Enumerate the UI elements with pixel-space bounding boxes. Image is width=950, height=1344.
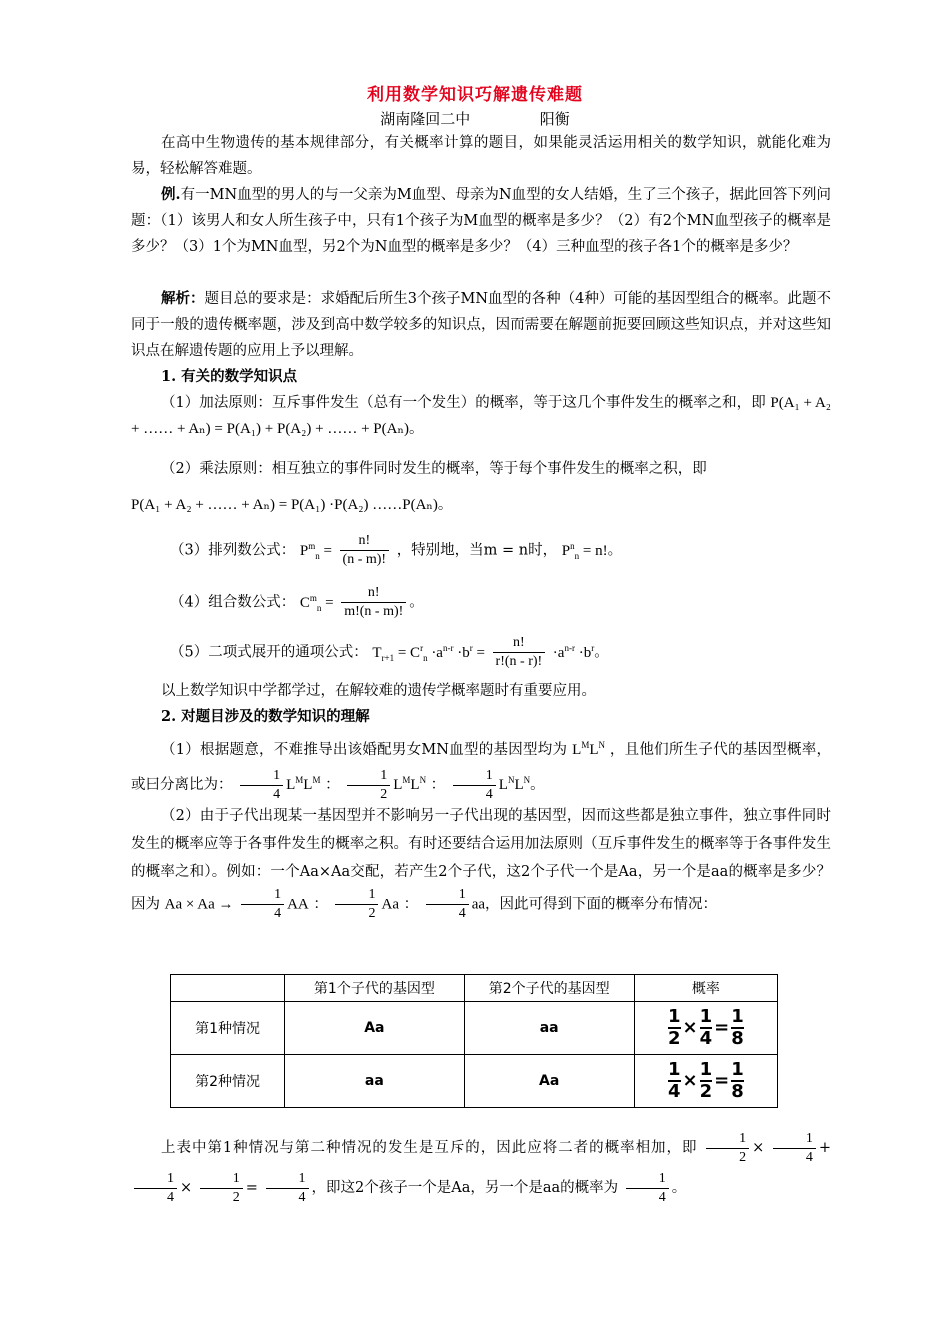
- section1-closing: 以上数学知识中学都学过，在解较难的遗传学概率题时有重要应用。: [161, 683, 596, 699]
- permutation-note: ，特别地，当m = n时，: [396, 542, 558, 559]
- author-school: 湖南隆回二中: [380, 110, 471, 128]
- conclusion-text-a: 上表中第1种情况与第二种情况的发生是互斥的，因此应将二者的概率相加，即: [161, 1140, 698, 1156]
- example-label: 例.: [161, 186, 181, 203]
- document-title: 利用数学知识巧解遗传难题: [367, 85, 583, 105]
- genotype-paragraph: （1）根据题意，不难推导出该婚配男女MN血型的基因型均为 $L^ML^N$ ，且他们所生子代的基因型概率，或曰分离比为： $\frac{1}{4}$ $L^ML^M$ ： $\frac{1}{2}$ $L^ML^N$ ： $\frac{1}{4}$ $L^NL^N$。: [131, 740, 832, 802]
- analysis-paragraph: [131, 286, 831, 364]
- table-header-cell: 概率: [634, 975, 777, 1002]
- author-line: [0, 108, 950, 129]
- table-row: [171, 1002, 778, 1055]
- table-header-cell: [171, 975, 285, 1002]
- analysis-label: 解析：: [161, 290, 205, 307]
- binomial-fraction: $\frac{n!}{r!(n - r)!}$: [493, 634, 546, 671]
- combination-label: （4）组合数公式：: [170, 594, 296, 611]
- example-paragraph: [131, 182, 831, 260]
- second-child-cell: aa: [464, 1002, 634, 1055]
- first-child-cell: aa: [285, 1055, 465, 1108]
- addition-formula: P(A₁ + A₂ + …… + Aₙ) = P(A₁) + P(A₂) + …… + P(Aₙ): [131, 395, 832, 437]
- table-header-cell: 第1个子代的基因型: [285, 975, 465, 1002]
- addition-rule: （1）加法原则：互斥事件发生（总有一个发生）的概率，等于这几个事件发生的概率之和，即 P(A₁ + A₂ + …… + Aₙ) = P(A₁) + P(A₂) + …… + P(Aₙ)。: [131, 395, 832, 437]
- example-text: 有一MN血型的男人的与一父亲为M血型、母亲为N血型的女人结婚，生了三个孩子，据此回答下列问题：（1）该男人和女人所生孩子中，只有1个孩子为M血型的概率是多少？（2）有2个MN血型孩子的概率是多少？（3）1个为MN血型，另2个为N血型的概率是多少？（4）三种血型的孩子各1个的概率是多少？: [131, 187, 831, 255]
- genotype-text-a: （1）根据题意，不难推导出该婚配男女MN血型的基因型均为: [161, 742, 568, 758]
- probability-expression: 1 2× 1 4= 1 8: [667, 1006, 744, 1049]
- binomial-formula: （5）二项式展开的通项公式： $T_{r+1} = C^r_n \cdot a^{n-r} \cdot b^r$ = $\frac{n!}{r!(n - r)!}$ $\cdot a^{n-r} \cdot b^r$。: [170, 635, 609, 669]
- probability-expression: 1 4× 1 2= 1 8: [667, 1059, 744, 1102]
- independent-events-text: （2）由于子代出现某一基因型并不影响另一子代出现的基因型，因而这些都是独立事件，独立事件同时发生的概率应等于各事件发生的概率之积。有时还要结合运用加法原则（互斥事件发生的概率等于各事件发生的概率之和）。例如：一个Aa×Aa交配，若产生2个子代，这2个子代一个是Aa，另一个是aa的概率是多少？因为: [131, 808, 831, 913]
- independent-events-paragraph: （2）由于子代出现某一基因型并不影响另一子代出现的基因型，因而这些都是独立事件，独立事件同时发生的概率应等于各事件发生的概率之积。有时还要结合运用加法原则（互斥事件发生的概率等于各事件发生的概率之和）。例如：一个Aa×Aa交配，若产生2个子代，这2个子代一个是Aa，另一个是aa的概率是多少？因为 Aa × Aa → $\frac{1}{4}$ AA ： $\frac{1}{2}$ Aa ： $\frac{1}{4}$ aa，因此可得到下面的概率分布情况：: [131, 808, 831, 921]
- addition-rule-text: （1）加法原则：互斥事件发生（总有一个发生）的概率，等于这几个事件发生的概率之和，即: [161, 395, 766, 411]
- probability-cell: [634, 1055, 777, 1108]
- case-cell: 第1种情况: [171, 1002, 285, 1055]
- combination-fraction: $\frac{n!}{m!(n - m)!}$: [341, 584, 406, 621]
- permutation-fraction: $\frac{n!}{(n - m)!}$: [340, 532, 390, 569]
- analysis-text: 题目总的要求是：求婚配后所生3个孩子MN血型的各种（4种）可能的基因型组合的概率。此题不同于一般的遗传概率题，涉及到高中数学较多的知识点，因而需要在解题前扼要回顾这些知识点，并对这些知识点在解遗传题的应用上予以理解。: [131, 291, 832, 359]
- permutation-label: （3）排列数公式：: [170, 542, 296, 559]
- permutation-formula: （3）排列数公式： $P^m_n$ = $\frac{n!}{(n - m)!}$ ，特别地，当m = n时， $P^n_n = n$!。: [170, 533, 623, 567]
- genotype-text-b: ，且他们所生子代的基因型概率，或曰分离比为：: [131, 742, 832, 793]
- multiplication-formula-line: P(A₁ + A₂ + …… + Aₙ) = P(A₁) ·P(A₂) ……P(Aₙ)。: [131, 497, 453, 513]
- multiplication-formula: P(A₁ + A₂ + …… + Aₙ) = P(A₁) ·P(A₂) ……P(Aₙ): [131, 497, 438, 513]
- table-header-row: [171, 975, 778, 1002]
- conclusion-paragraph: 上表中第1种情况与第二种情况的发生是互斥的，因此应将二者的概率相加，即 $\frac{1}{2}$ × $\frac{1}{4}$ + $\frac{1}{4}$ × $\frac{1}{2}$ = $\frac{1}{4}$ ，即这2个孩子一个是Aa，另一个是aa的概率为 $\frac{1}{4}$ 。: [131, 1128, 831, 1208]
- second-child-cell: Aa: [464, 1055, 634, 1108]
- binomial-label: （5）二项式展开的通项公式：: [170, 644, 368, 661]
- table-row: [171, 1055, 778, 1108]
- probability-table: [170, 974, 778, 1108]
- section1-heading: 1. 有关的数学知识点: [161, 368, 298, 385]
- first-child-cell: Aa: [285, 1002, 465, 1055]
- table-header-cell: 第2个子代的基因型: [464, 975, 634, 1002]
- author-name: 阳衡: [539, 110, 570, 128]
- case-cell: 第2种情况: [171, 1055, 285, 1108]
- independent-events-text-b: ，因此可得到下面的概率分布情况：: [485, 896, 718, 913]
- section2-heading: 2. 对题目涉及的数学知识的理解: [161, 708, 370, 725]
- multiplication-rule-text: （2）乘法原则：相互独立的事件同时发生的概率，等于每个事件发生的概率之积，即: [161, 461, 707, 477]
- conclusion-text-b: ，即这2个孩子一个是Aa，另一个是aa的概率为: [311, 1180, 619, 1196]
- combination-formula: （4）组合数公式： $C^m_n$ = $\frac{n!}{m!(n - m)!}$ 。: [170, 585, 424, 619]
- multiplication-rule: [131, 456, 831, 482]
- intro-paragraph: 在高中生物遗传的基本规律部分，有关概率计算的题目，如果能灵活运用相关的数学知识，就能化难为易，轻松解答难题。: [131, 135, 831, 177]
- probability-cell: [634, 1002, 777, 1055]
